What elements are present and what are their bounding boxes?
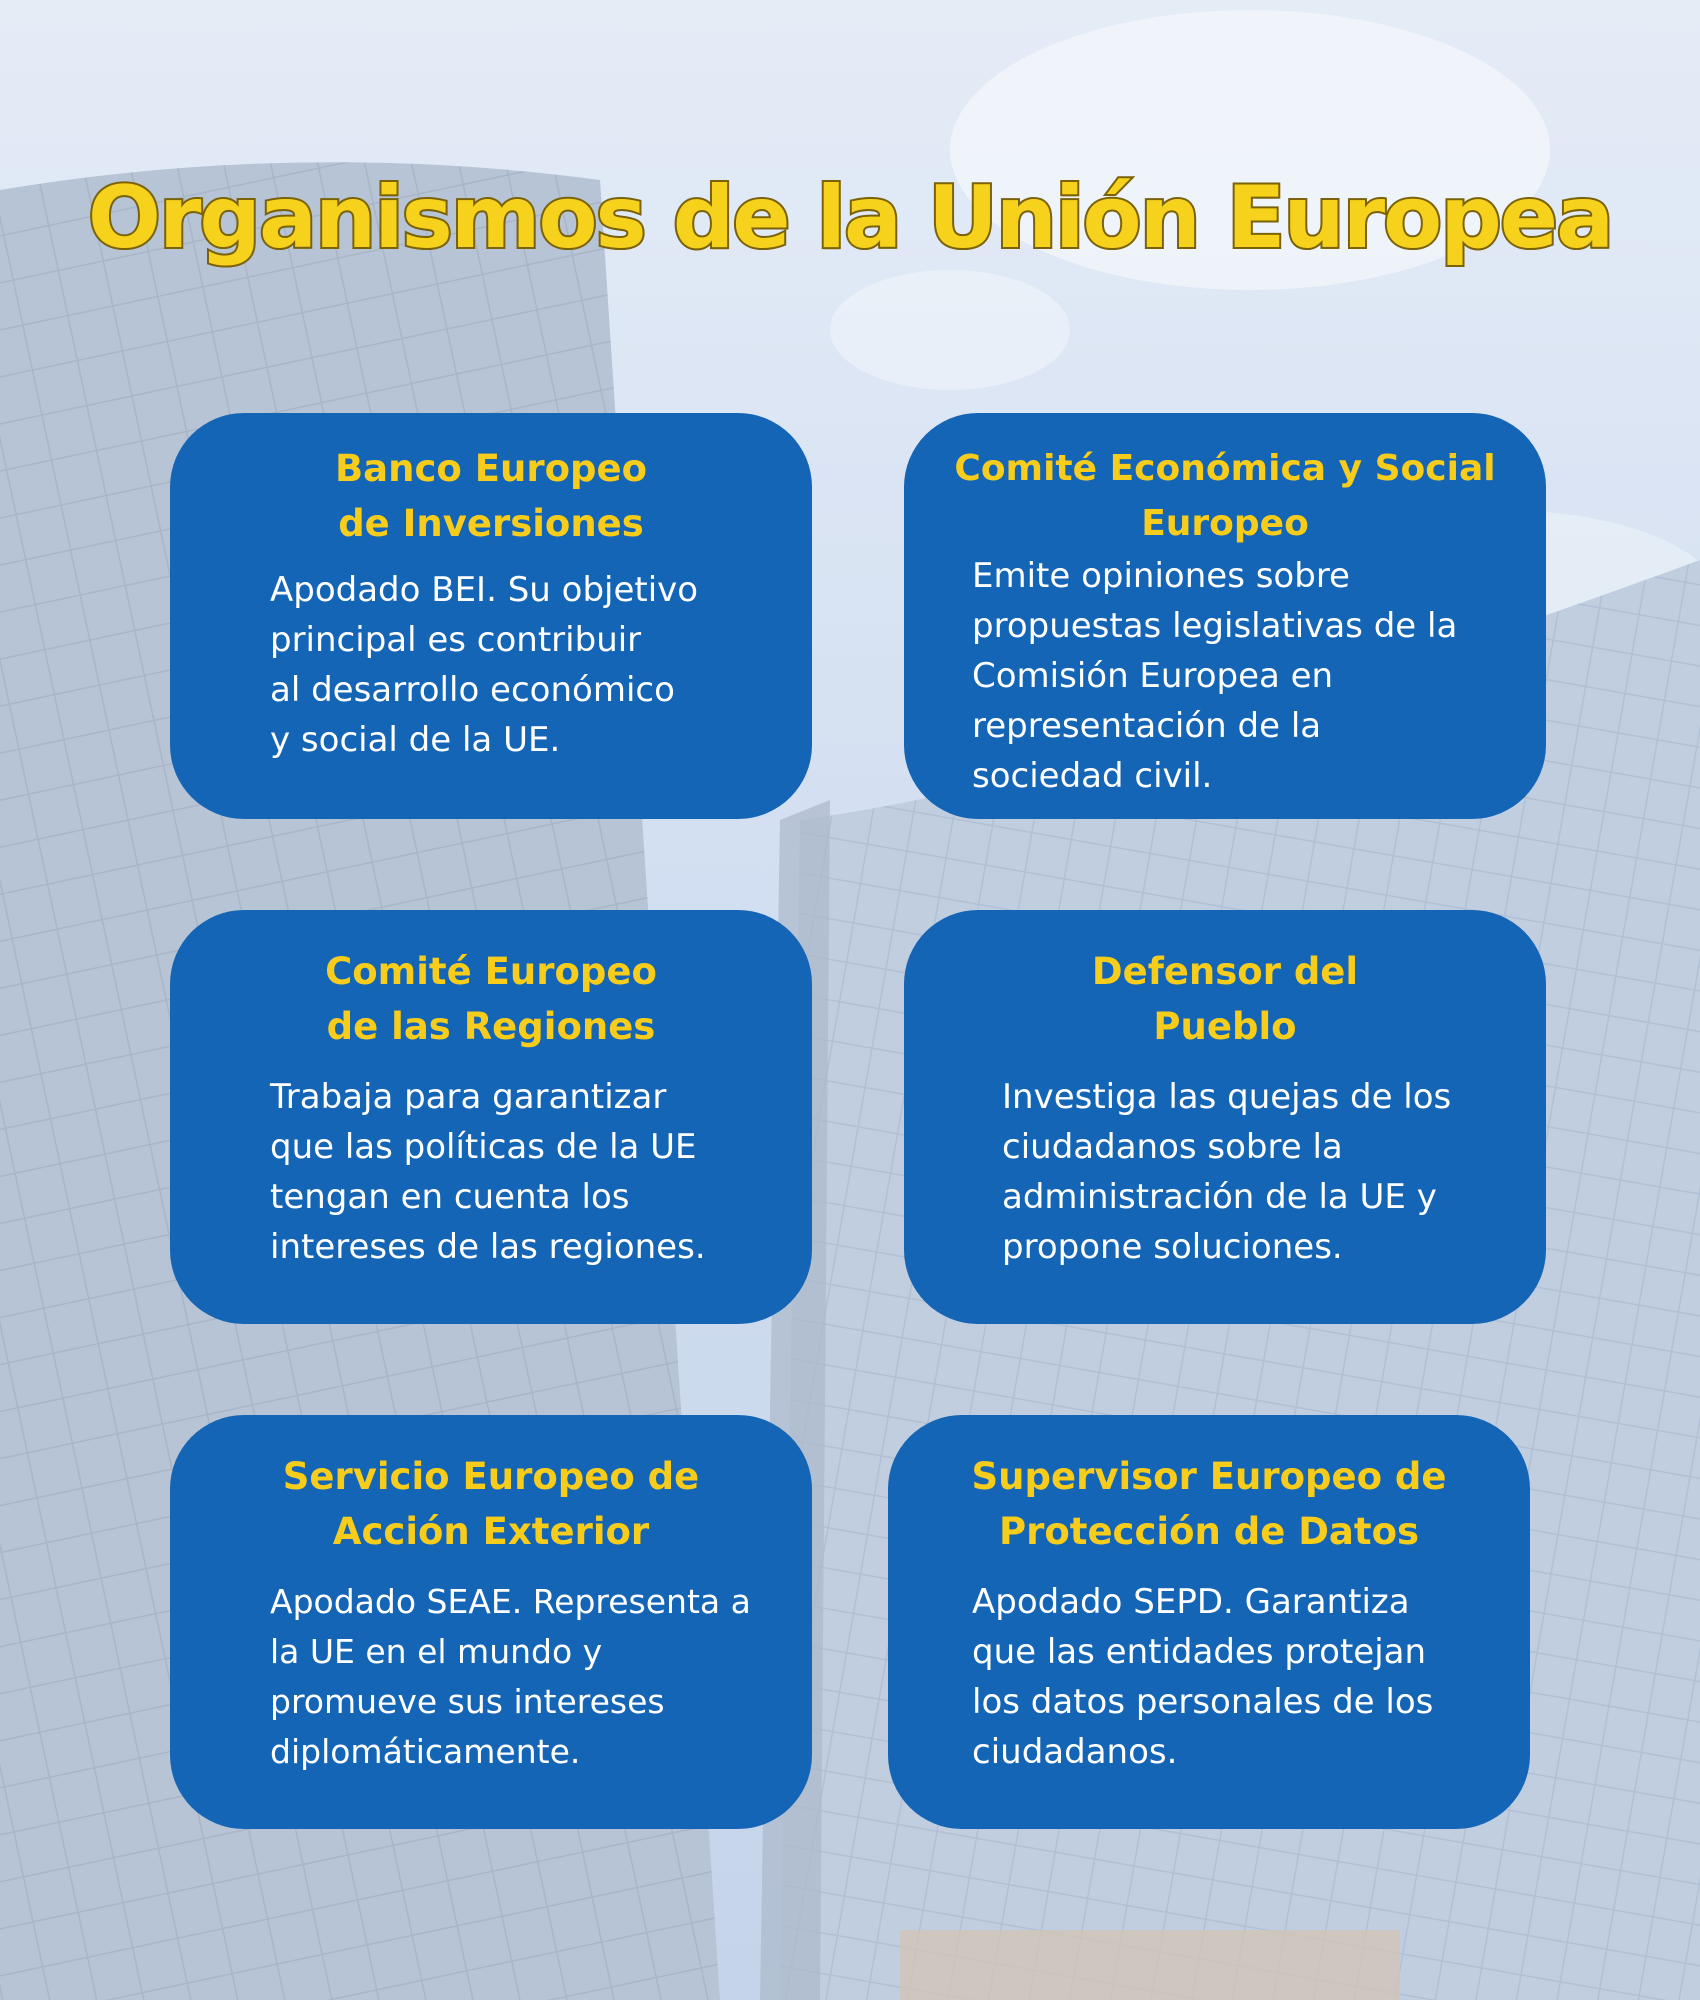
card-defensor-del-pueblo: [904, 910, 1546, 1324]
page-title: Organismos de la Unión Europea: [87, 168, 1613, 268]
card-description: Apodado SEAE. Representa a la UE en el mundo y promueve sus intereses diplomáticamente.: [270, 1582, 751, 1771]
card-title: Defensor del Pueblo: [1091, 950, 1359, 1048]
card-description: Apodado BEI. Su objetivo principal es contribuir al desarrollo económico y social de la UE.: [270, 570, 699, 760]
card-comite-europeo-de-las-regiones: [170, 910, 812, 1324]
card-title: Servicio Europeo de Acción Exterior: [282, 1455, 700, 1553]
card-title: Comité Económica y Social Europeo: [954, 448, 1496, 544]
card-description: Apodado SEPD. Garantiza que las entidades protejan los datos personales de los ciudadanos.: [972, 1582, 1434, 1772]
card-title: Comité Europeo de las Regiones: [325, 950, 657, 1048]
card-title: Banco Europeo de Inversiones: [334, 447, 648, 545]
card-description: Trabaja para garantizar que las políticas de la UE tengan en cuenta los intereses de las regiones.: [270, 1077, 706, 1267]
card-description: Investiga las quejas de los ciudadanos sobre la administración de la UE y propone soluciones.: [1002, 1077, 1452, 1267]
card-servicio-europeo-de-accion-exterior: [170, 1415, 812, 1829]
card-banco-europeo-de-inversiones: [170, 413, 812, 819]
card-description: Emite opiniones sobre propuestas legislativas de la Comisión Europea en representación de la sociedad civil.: [972, 556, 1458, 796]
card-comite-economico-y-social: [904, 413, 1546, 819]
card-title: Supervisor Europeo de Protección de Datos: [971, 1455, 1447, 1553]
card-supervisor-europeo-de-proteccion-de-datos: [888, 1415, 1530, 1829]
